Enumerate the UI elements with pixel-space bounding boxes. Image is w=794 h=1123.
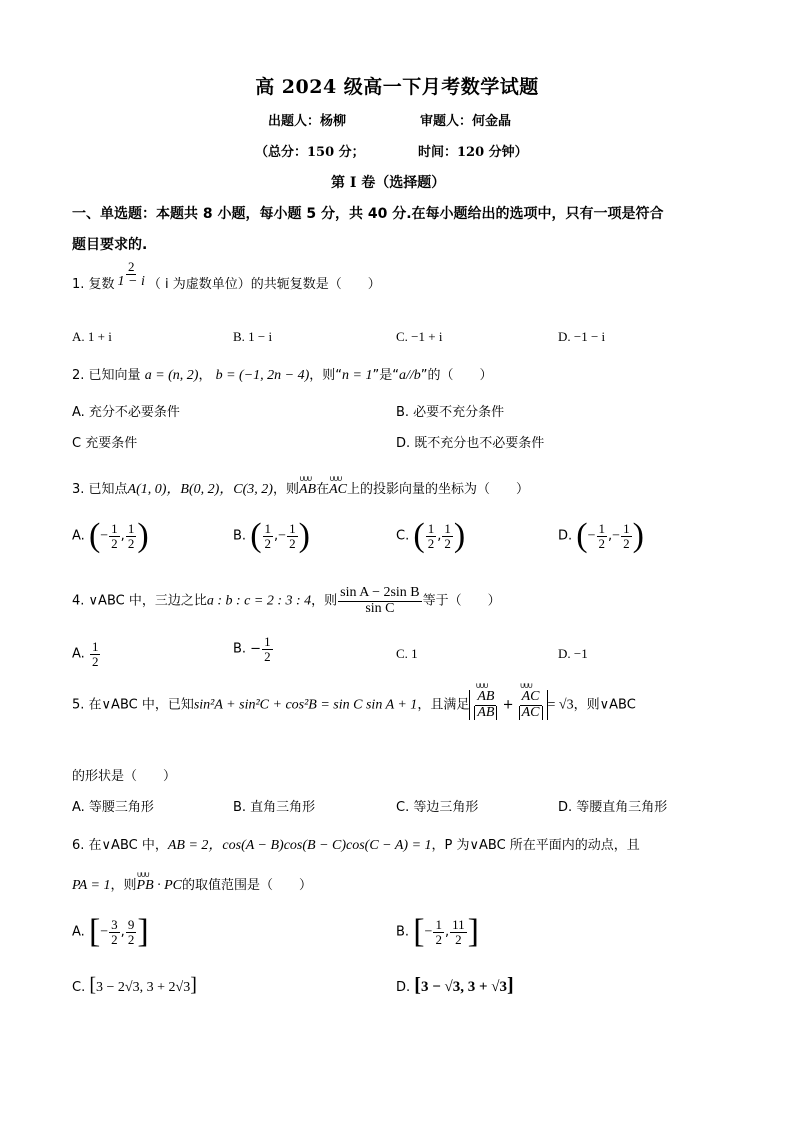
q4-fraction — [338, 586, 421, 616]
right-bracket: ] — [467, 913, 479, 950]
den: 2 — [111, 535, 118, 551]
section-intro-1: 一、单选题：本题共 8 小题，每小题 5 分，共 40 分.在每小题给出的选项中，只有一项是符合 — [72, 206, 664, 222]
q6-a-frac2 — [126, 918, 137, 946]
q4-option-a[interactable] — [72, 640, 101, 668]
reviewer: 审题人：何金晶 — [420, 114, 512, 129]
question-3 — [72, 478, 529, 498]
q4-ratio: a : b : c = 2 : 3 : 4 — [206, 593, 312, 609]
q6-c-text: 3 − 2√3, 3 + 2√3 — [96, 980, 191, 995]
q6-option-b-label: B. — [396, 924, 410, 940]
q6-a-n2: 9 — [127, 916, 135, 932]
q5-expr: sin²A + sin²C + cos²B = sin C sin A + 1 — [193, 697, 418, 713]
q1-den: 1 − i — [117, 273, 145, 289]
q6-b-n1: 1 — [435, 916, 442, 932]
q4-prefix: 4. ∨ABC 中，三边之比 — [72, 593, 207, 609]
frac-1 — [263, 522, 274, 550]
q3-option-c[interactable]: C. ( $\frac{1}{2}$ , $\frac{1}{2}$ ) — [396, 517, 466, 554]
num: 1 — [289, 520, 296, 536]
den: 2 — [264, 535, 272, 551]
frac-1 — [109, 522, 120, 550]
volume-title: 第 I 卷（选择题） — [331, 175, 446, 191]
q5-option-c[interactable]: C. 等边三角形 — [396, 800, 479, 815]
q6-option-a[interactable]: A. [− $\frac{3}{2}$ , $\frac{9}{2}$ ] — [72, 913, 149, 950]
q4-b-num: 1 — [264, 634, 271, 649]
q2-mid: ，则“ — [309, 368, 343, 383]
q4-option-a-label: A. — [72, 646, 85, 662]
sign: − — [278, 528, 287, 544]
sign: − — [587, 528, 596, 544]
q1-prefix: 1. 复数 — [72, 277, 115, 293]
num: 1 — [427, 520, 435, 536]
q4-b-den: 2 — [264, 648, 271, 664]
q6-pa: PA = 1 — [72, 878, 111, 893]
q4-num: sin A − 2sin B — [340, 585, 420, 600]
q2-suffix: ”的（ ） — [420, 368, 493, 383]
left-paren: ( — [250, 517, 262, 554]
q3-suffix: 上的投影向量的坐标为（ ） — [347, 482, 530, 497]
q3-option-b[interactable]: B. ( $\frac{1}{2}$ ,− $\frac{1}{2}$ ) — [233, 517, 310, 554]
right-paren: ) — [298, 517, 310, 554]
q2-option-c[interactable]: C 充要条件 — [72, 436, 138, 451]
q6-b-frac1 — [433, 918, 444, 946]
page-title: 高 2024 级高一下月考数学试题 — [255, 76, 539, 98]
sign: − — [100, 528, 109, 544]
q3-option-a[interactable]: A. (− $\frac{1}{2}$ , $\frac{1}{2}$ ) — [72, 517, 149, 554]
den: 2 — [623, 535, 630, 551]
left-paren: ( — [413, 517, 425, 554]
q1-suffix: （ i 为虚数单位）的共轭复数是（ ） — [147, 277, 381, 293]
q6-a-d2: 2 — [127, 931, 135, 947]
q4-option-b[interactable] — [233, 635, 274, 663]
q2-cond: n = 1 — [342, 368, 373, 383]
q5-option-a[interactable]: A. 等腰三角形 — [72, 800, 154, 815]
q1-option-b[interactable]: B. 1 − i — [233, 329, 273, 344]
right-paren: ) — [632, 517, 644, 554]
q5-abs-expr: ∪∪∪ $\frac{AB}{AB}$ + ∪∪∪ $\frac{AC}{AC}$ — [469, 690, 547, 720]
right-bracket: ] — [507, 974, 514, 996]
q3-option-label: D. — [558, 528, 573, 544]
q2-option-a[interactable]: A. 充分不必要条件 — [72, 405, 180, 420]
frac-2 — [442, 522, 453, 550]
den: 2 — [427, 535, 435, 551]
den: 2 — [598, 535, 606, 551]
question-6-line2 — [72, 874, 312, 894]
num: 1 — [598, 520, 606, 536]
question-4 — [72, 586, 501, 616]
left-paren: ( — [576, 517, 588, 554]
q5-suffix: ，则∨ABC — [573, 697, 636, 713]
q5-frac-ab — [474, 690, 497, 720]
right-paren: ) — [453, 517, 466, 554]
q4-option-b-frac — [262, 635, 273, 663]
q4-option-c[interactable]: C. 1 — [396, 646, 418, 661]
q5-frac-ac — [519, 690, 543, 720]
q6-option-c-label: C. — [72, 980, 86, 995]
frac-2 — [287, 522, 298, 550]
question-5 — [72, 690, 636, 720]
q3-option-label: B. — [233, 528, 247, 544]
num: 1 — [127, 520, 135, 536]
q3-option-label: C. — [396, 528, 410, 544]
q3-prefix: 3. 已知点 — [72, 482, 128, 497]
total-score: （总分：150 分； — [255, 145, 365, 160]
q4-mid: ，则 — [311, 593, 338, 609]
frac-1 — [426, 522, 437, 550]
question-2: 2. 已知向量 a = (n, 2)， b = (−1, 2n − 4)，则“n = 1”是“a//b”的（ ） — [72, 368, 493, 383]
q3-points: A(1, 0)，B(0, 2)，C(3, 2) — [127, 482, 273, 497]
q6-mid: ，则 — [110, 878, 137, 893]
q6-option-c[interactable] — [72, 974, 197, 997]
num: 1 — [111, 520, 118, 536]
q6-a-d1: 2 — [111, 931, 118, 947]
question-1 — [72, 259, 381, 299]
q5-ac-num: ∪∪∪ AC — [520, 690, 542, 706]
q6-cos: ，cos(A − B)cos(B − C)cos(C − A) = 1 — [208, 838, 432, 853]
frac-2 — [621, 522, 632, 550]
q1-option-a[interactable]: A. 1 + i — [72, 329, 112, 344]
q5-ac-den: AC — [519, 706, 543, 721]
q5-prefix: 5. 在∨ABC 中，已知 — [72, 697, 194, 713]
q6-option-d[interactable] — [396, 974, 514, 997]
q6-a-frac1 — [109, 918, 120, 946]
section-intro-2: 题目要求的. — [72, 237, 148, 253]
q6-dot: ∪∪∪ PB · PC — [137, 878, 183, 894]
q3-vec-ac: ∪∪∪ AC — [329, 482, 347, 498]
q6-option-d-label: D. — [396, 980, 411, 995]
q4-a-den: 2 — [91, 653, 99, 669]
q3-mid2: 在 — [316, 482, 330, 497]
q6-option-a-label: A. — [72, 924, 85, 940]
q6-d-text: 3 − √3, 3 + √3 — [420, 979, 508, 995]
q6-suffix: 的取值范围是（ ） — [182, 878, 313, 893]
den: 2 — [289, 535, 296, 551]
q6-b-d2: 2 — [455, 931, 462, 947]
q2-mid2: ”是“ — [372, 368, 399, 383]
q1-option-d[interactable]: D. −1 − i — [558, 329, 606, 344]
minus-sign: − — [100, 924, 109, 940]
frac-1 — [597, 522, 608, 550]
q2-vector-b: b = (−1, 2n − 4) — [215, 368, 310, 383]
q4-option-b-label: B. − — [233, 641, 262, 657]
q6-b-d1: 2 — [435, 931, 442, 947]
q6-b-n2: 11 — [452, 916, 465, 932]
right-paren: ) — [137, 517, 149, 554]
left-bracket: [ — [89, 974, 97, 996]
q1-num: 2 — [127, 259, 135, 274]
left-bracket: [ — [88, 913, 101, 950]
q5-option-d[interactable]: D. 等腰直角三角形 — [558, 800, 668, 815]
q6-p: ，P 为∨ABC 所在平面内的动点，且 — [431, 838, 640, 853]
q5-mid: ，且满足 — [417, 697, 470, 713]
q2-option-d[interactable]: D. 既不充分也不必要条件 — [396, 436, 545, 451]
q3-mid: ，则 — [272, 482, 299, 497]
q4-a-num: 1 — [91, 639, 99, 654]
q5-eq: = √3 — [547, 697, 574, 713]
left-bracket: [ — [414, 974, 421, 996]
right-bracket: ] — [137, 913, 149, 950]
q4-den: sin C — [365, 600, 395, 616]
q4-option-d[interactable]: D. −1 — [558, 646, 588, 661]
q2-prefix: 2. 已知向量 — [72, 368, 141, 383]
q4-option-a-frac — [90, 640, 101, 668]
q6-line1: 6. 在∨ABC 中， — [72, 838, 168, 853]
num: 1 — [264, 520, 272, 536]
minus-sign: − — [424, 924, 433, 940]
sign: − — [612, 528, 621, 544]
q6-ab: AB = 2 — [167, 838, 209, 853]
q6-a-n1: 3 — [111, 916, 118, 932]
setter: 出题人：杨柳 — [268, 114, 347, 129]
q1-option-c[interactable]: C. −1 + i — [396, 329, 443, 344]
question-6 — [72, 834, 640, 854]
q5-ab-num: ∪∪∪ AB — [475, 690, 496, 706]
q5-option-b[interactable]: B. 直角三角形 — [233, 800, 316, 815]
exam-time: 时间：120 分钟） — [418, 145, 528, 160]
q4-suffix: 等于（ ） — [422, 593, 501, 609]
q2-option-b[interactable]: B. 必要不充分条件 — [396, 405, 505, 420]
frac-2 — [126, 522, 137, 550]
q2-vector-a: a = (n, 2) — [144, 368, 199, 383]
q6-option-b[interactable]: B. [− $\frac{1}{2}$ , $\frac{11}{2}$ ] — [396, 913, 479, 950]
q3-vec-ab: ∪∪∪ AB — [299, 482, 316, 498]
num: 1 — [444, 520, 451, 536]
right-bracket: ] — [190, 974, 197, 996]
q5-line2: 的形状是（ ） — [72, 769, 177, 784]
q6-b-frac2 — [450, 918, 467, 946]
den: 2 — [444, 535, 451, 551]
q3-option-label: A. — [72, 528, 85, 544]
num: 1 — [623, 520, 630, 536]
q5-ab-den: AB — [474, 706, 497, 721]
left-bracket: [ — [413, 913, 425, 950]
q3-option-d[interactable]: D. (− $\frac{1}{2}$ ,− $\frac{1}{2}$ ) — [558, 517, 644, 554]
left-paren: ( — [88, 517, 101, 554]
q2-parallel: a//b — [398, 368, 421, 383]
den: 2 — [127, 535, 135, 551]
q1-fraction — [116, 260, 147, 289]
